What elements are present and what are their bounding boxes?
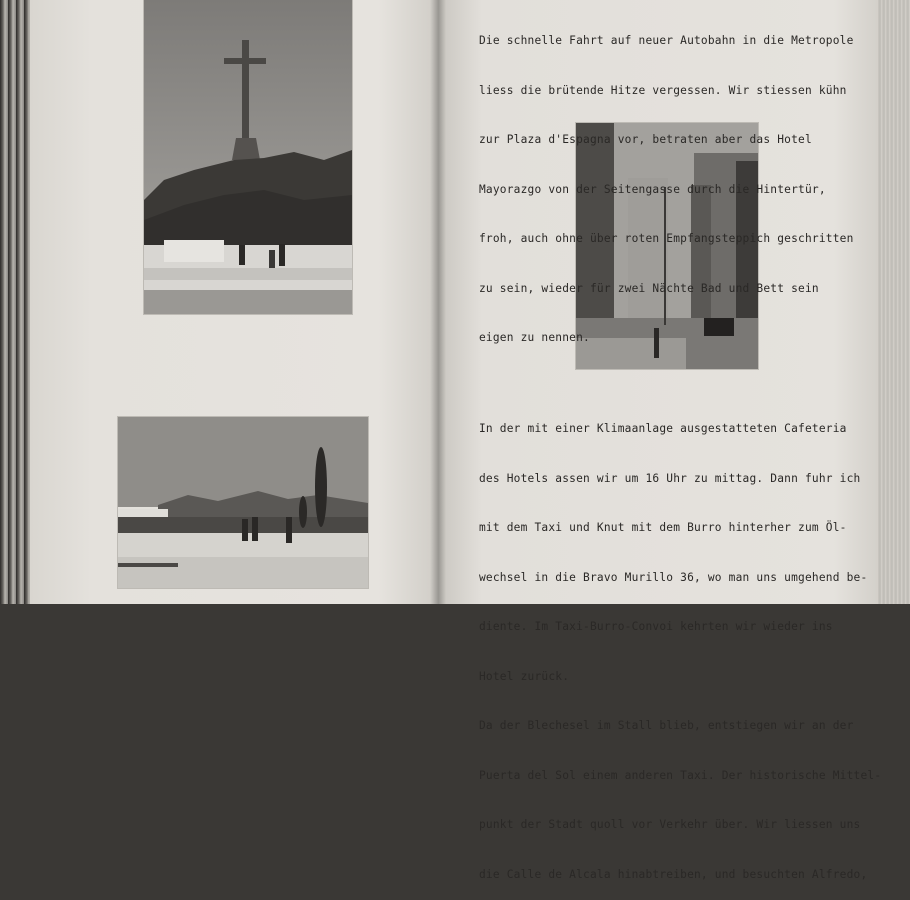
text-line: zu sein, wieder für zwei Nächte Bad und Bett sein bbox=[479, 281, 819, 295]
text-line: punkt der Stadt quoll vor Verkehr über. Wir liessen uns bbox=[479, 818, 861, 831]
photo-plaza-cypress bbox=[118, 417, 368, 588]
text-line: des Hotels assen wir um 16 Uhr zu mittag. Dann fuhr ich bbox=[479, 471, 861, 485]
text-line: froh, auch ohne über roten Empfangsteppich geschritten bbox=[479, 232, 854, 245]
text-line: Puerta del Sol einem anderen Taxi. Der historische Mittel- bbox=[479, 768, 882, 782]
text-line: Da der Blechesel im Stall blieb, entstiegen wir an der bbox=[479, 719, 854, 732]
text-line: liess die brütende Hitze vergessen. Wir stiessen kühn bbox=[479, 83, 847, 97]
text-line: Hotel zurück. bbox=[479, 669, 570, 683]
photo-cross-monument bbox=[144, 0, 352, 314]
bottom-paragraph bbox=[479, 388, 881, 900]
text-line: zur Plaza d'Espagna vor, betraten aber das Hotel bbox=[479, 133, 812, 146]
text-line: die Calle de Alcala hinabtreiben, und besuchten Alfredo, bbox=[479, 867, 868, 881]
text-line: Die schnelle Fahrt auf neuer Autobahn in die Metropole bbox=[479, 34, 854, 47]
top-paragraph bbox=[479, 0, 854, 363]
text-line: eigen zu nennen. bbox=[479, 331, 590, 344]
text-line: In der mit einer Klimaanlage ausgestatteten Cafeteria bbox=[479, 422, 847, 435]
text-line: diente. Im Taxi-Burro-Convoi kehrten wir wieder ins bbox=[479, 620, 833, 633]
stacked-pages-left bbox=[0, 0, 34, 604]
text-line: Mayorazgo von der Seitengasse durch die Hintertür, bbox=[479, 182, 826, 196]
text-line: wechsel in die Bravo Murillo 36, wo man uns umgehend be- bbox=[479, 570, 868, 584]
book-spine bbox=[430, 0, 446, 604]
text-line: mit dem Taxi und Knut mit dem Burro hinterher zum Öl- bbox=[479, 521, 847, 534]
stacked-pages-right bbox=[878, 0, 910, 604]
